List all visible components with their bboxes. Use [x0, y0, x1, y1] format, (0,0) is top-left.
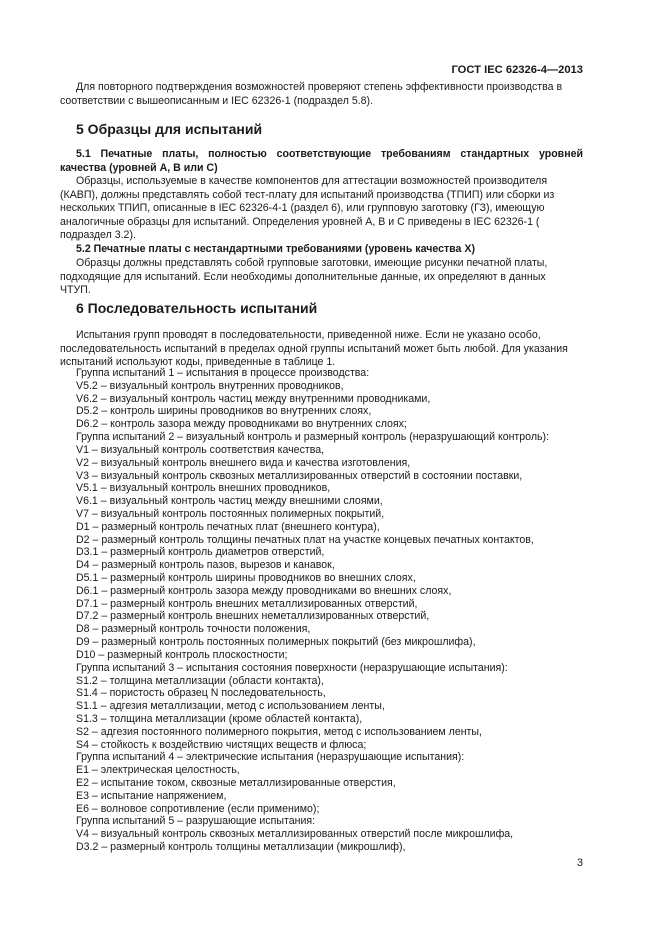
- test-group-heading: Группа испытаний 2 – визуальный контроль и размерный контроль (неразрушающий контроль):: [76, 431, 550, 444]
- test-group-heading: Группа испытаний 5 – разрушающие испытания:: [76, 815, 316, 828]
- subsection-5-1-title: [60, 148, 583, 175]
- list-item: S1.1 – адгезия металлизации, метод с использованием ленты,: [76, 700, 385, 713]
- list-item: E3 – испытание напряжением,: [76, 789, 227, 802]
- list-item: D8 – размерный контроль точности положения,: [76, 623, 311, 636]
- text-line: 5.1 Печатные платы, полностью соответствующие требованиям стандартных уровней: [76, 148, 583, 160]
- test-sequence-list: [60, 367, 549, 854]
- text-line: Образцы, используемые в качестве компонентов для аттестации возможностей производителя: [76, 175, 548, 187]
- text-line: подраздел 3.2).: [60, 229, 136, 242]
- list-item: V5.2 – визуальный контроль внутренних проводников,: [76, 379, 344, 392]
- text-line: подходящие для испытаний. Если необходимы дополнительные данные, их определяют в данных: [60, 270, 546, 283]
- list-item: D7.2 – размерный контроль внешних неметаллизированных отверстий,: [76, 610, 430, 623]
- list-item: S1.4 – пористость образец N последовательность,: [76, 687, 326, 700]
- list-item: D2 – размерный контроль толщины печатных плат на участке концевых печатных контактов,: [76, 533, 534, 546]
- subsection-5-1-text: [60, 175, 554, 243]
- list-item: V2 – визуальный контроль внешнего вида и качества изготовления,: [76, 456, 411, 469]
- document-header: ГОСТ IEC 62326-4—2013: [451, 64, 583, 76]
- list-item: S4 – стойкость к воздействию чистящих веществ и флюса;: [76, 738, 367, 751]
- text-line: нескольких ТПИП, описанные в IEC 62326-4-1 (раздел 6), или групповую заготовку (ГЗ), имеющую: [60, 202, 545, 215]
- list-item: E2 – испытание током, сквозные металлизированные отверстия,: [76, 777, 396, 789]
- list-item: D7.1 – размерный контроль внешних металлизированных отверстий,: [76, 597, 418, 610]
- list-item: D6.1 – размерный контроль зазора между проводниками во внешних слоях,: [76, 584, 452, 597]
- text-line: (КАВП), должны представлять собой тест-плату для испытаний производства (ТПИП) или сборки из: [60, 188, 555, 201]
- section-5-title: 5 Образцы для испытаний: [76, 121, 263, 137]
- list-item: V6.2 – визуальный контроль частиц между внутренними проводниками,: [76, 392, 431, 405]
- section-6-text: [60, 329, 568, 370]
- list-item: D3.1 – размерный контроль диаметров отверстий,: [76, 546, 325, 559]
- list-item: D10 – размерный контроль плоскостности;: [76, 648, 288, 661]
- text-line: качества (уровней А, В или С): [60, 161, 218, 174]
- test-group-heading: Группа испытаний 1 – испытания в процессе производства:: [76, 367, 370, 379]
- list-item: D5.2 – контроль ширины проводников во внутренних слоях,: [76, 405, 372, 418]
- test-group-heading: Группа испытаний 4 – электрические испытания (неразрушающие испытания):: [76, 751, 465, 764]
- intro-paragraph: [60, 81, 562, 108]
- text-line: Образцы должны представлять собой групповые заготовки, имеющие рисунки печатной платы,: [76, 257, 548, 269]
- list-item: S1.3 – толщина металлизации (кроме областей контакта),: [76, 712, 363, 725]
- text-line: аналогичные образцы для испытаний. Определения уровней А, В и С приведены в IEC 62326-1 (: [60, 215, 540, 228]
- list-item: V5.1 – визуальный контроль внешних проводников,: [76, 482, 331, 495]
- list-item: S2 – адгезия постоянного полимерного покрытия, метод с использованием ленты,: [76, 725, 482, 738]
- list-item: D5.1 – размерный контроль ширины проводников во внешних слоях,: [76, 572, 416, 584]
- section-6-title: 6 Последовательность испытаний: [76, 300, 318, 316]
- list-item: E6 – волновое сопротивление (если применимо);: [76, 802, 320, 815]
- page-number: 3: [576, 857, 583, 869]
- list-item: E1 – электрическая целостность,: [76, 764, 240, 777]
- list-item: V7 – визуальный контроль постоянных полимерных покрытий,: [76, 507, 385, 520]
- subsection-5-2-text: [60, 257, 547, 298]
- list-item: S1.2 – толщина металлизации (области контакта),: [76, 674, 324, 687]
- subsection-5-2-title: [76, 243, 475, 257]
- list-item: V4 – визуальный контроль сквозных металлизированных отверстий после микрошлифа,: [76, 828, 514, 841]
- test-group-heading: Группа испытаний 3 – испытания состояния поверхности (неразрушающие испытания):: [76, 661, 508, 674]
- list-item: V3 – визуальный контроль сквозных металлизированных отверстий в состоянии поставки,: [76, 469, 523, 482]
- list-item: D3.2 – размерный контроль толщины металлизации (микрошлиф),: [76, 841, 406, 854]
- text-line: испытаний используют коды, приведенные в таблице 1.: [60, 356, 336, 369]
- text-line: Для повторного подтверждения возможностей проверяют степень эффективности производства в: [76, 81, 563, 93]
- list-item: V6.1 – визуальный контроль частиц между внешними слоями,: [76, 495, 383, 508]
- text-line: последовательность испытаний в пределах одной группы испытаний может быть любой. Для указания: [60, 342, 568, 355]
- list-item: D6.2 – контроль зазора между проводниками во внутренних слоях;: [76, 418, 407, 431]
- text-line: ЧТУП.: [60, 284, 91, 297]
- text-line: соответствии с вышеописанным и IEC 62326-1 (подраздел 5.8).: [60, 94, 374, 107]
- list-item: D1 – размерный контроль печатных плат (внешнего контура),: [76, 520, 380, 533]
- list-item: D9 – размерный контроль постоянных полимерных покрытий (без микрошлифа),: [76, 636, 476, 649]
- text-line: Испытания групп проводят в последовательности, приведенной ниже. Если не указано особо,: [76, 329, 541, 341]
- text-line: 5.2 Печатные платы с нестандартными требованиями (уровень качества X): [76, 243, 475, 255]
- list-item: D4 – размерный контроль пазов, вырезов и канавок,: [76, 559, 335, 572]
- list-item: V1 – визуальный контроль соответствия качества,: [76, 443, 325, 456]
